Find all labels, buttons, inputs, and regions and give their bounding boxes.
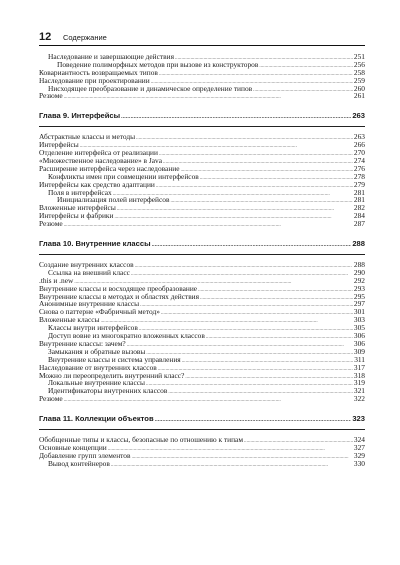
toc-entry-label: Создание внутренних классов (39, 260, 134, 270)
toc-entry-label: Поля в интерфейсах (48, 187, 112, 197)
toc-entry-page: 311 (354, 354, 365, 364)
dot-leader (64, 220, 353, 230)
chapter-heading[interactable] (39, 414, 365, 430)
toc-entry[interactable] (39, 277, 365, 285)
dot-leader (64, 92, 353, 102)
toc-entry-label: Резюме (39, 219, 63, 229)
chapter-title: Глава 9. Интерфейсы (39, 111, 121, 121)
toc-entry-page: 297 (353, 299, 365, 309)
toc-entry-label: «Множественное наследование» в Java (39, 156, 162, 166)
toc-entry-label: Резюме (39, 91, 63, 101)
toc-entry-label: Вывод контейнеров (48, 458, 110, 468)
toc-entry-label: Вложенные интерфейсы (39, 203, 116, 213)
dot-leader (111, 460, 353, 470)
toc-entry[interactable] (39, 133, 365, 141)
toc-entry-page: 287 (353, 219, 365, 229)
toc-entry-label: Ковариантность возвращаемых типов (39, 67, 158, 77)
toc-entry-page: 288 (353, 260, 365, 270)
chapter-page: 323 (352, 414, 365, 424)
toc-entry-label: Интерфейсы (39, 140, 79, 150)
dot-leader (64, 395, 353, 405)
toc-entry-page: 321 (353, 386, 365, 396)
toc-entry[interactable] (39, 141, 365, 149)
chapter-entries (39, 133, 365, 228)
chapter-title: Глава 10. Внутренние классы (39, 239, 151, 249)
dot-leader (121, 111, 351, 122)
toc-entry-page: 295 (353, 291, 365, 301)
toc-entry-page: 324 (353, 435, 365, 445)
header-rule (39, 45, 365, 46)
running-header (39, 29, 365, 49)
toc-entry-page: 266 (353, 140, 365, 150)
section-title: Содержание (63, 33, 107, 42)
toc-entry-page: 263 (353, 132, 365, 142)
toc-entry-label: Абстрактные классы и методы (39, 132, 136, 142)
chapter-entries (39, 261, 365, 403)
toc-entry-page: 305 (353, 323, 365, 333)
toc-entry-page: 282 (353, 203, 365, 213)
toc-entry[interactable] (39, 460, 365, 468)
toc-entry[interactable] (39, 212, 365, 220)
toc-entry-page: 259 (353, 75, 365, 85)
toc-entry-label: Можно ли переопределить внутренний класс? (39, 370, 185, 380)
toc-entry-page: 251 (353, 52, 365, 61)
toc-entry-label: Интерфейсы как средство адаптации (39, 179, 155, 189)
toc-entry-page: 281 (353, 195, 365, 205)
toc-entry-label: Внутренние классы: зачем? (39, 338, 126, 348)
toc-entry-page: 293 (353, 283, 365, 293)
toc-entry-label: Локальные внутренние классы (48, 378, 145, 388)
toc-entry-label: Добавление групп элементов (39, 450, 131, 460)
dot-leader (155, 414, 352, 425)
toc-entry-label: Отделение интерфейса от реализации (39, 148, 158, 158)
toc-entry-label: .this и .new (39, 275, 74, 285)
toc-entry-page: 303 (353, 315, 365, 325)
toc-entry-label: Наследование от внутренних классов (39, 362, 157, 372)
toc-entry-page: 258 (353, 67, 365, 77)
toc-entry-page: 278 (353, 171, 365, 181)
toc-entry-page: 318 (353, 370, 365, 380)
toc-entry-label: Внутренние классы и система управления (48, 354, 181, 364)
toc-entry-page: 274 (353, 156, 365, 166)
toc-entry-page: 256 (353, 59, 365, 69)
chapter-title: Глава 11. Коллекции объектов (39, 414, 154, 424)
toc-entry-label: Классы внутри интерфейсов (48, 323, 138, 333)
toc-entry-label: Нисходящее преобразование и динамическое определение типов (48, 83, 253, 93)
toc-entry-page: 309 (353, 346, 365, 356)
toc-entry-page: 319 (353, 378, 365, 388)
toc-entry-page: 270 (353, 148, 365, 158)
toc-entry[interactable] (39, 387, 365, 395)
toc-entry[interactable] (39, 395, 365, 403)
chapter-page: 288 (352, 239, 365, 249)
toc-entry-page: 281 (353, 187, 365, 197)
toc-entry-page: 292 (353, 275, 365, 285)
toc-entry-page: 276 (353, 163, 365, 173)
toc-entry-page: 306 (353, 331, 365, 341)
toc-entry-label: Инициализация полей интерфейсов (57, 195, 170, 205)
toc-entry-label: Интерфейсы и фабрики (39, 211, 114, 221)
toc-entry-label: Идентификаторы внутренних классов (48, 386, 168, 396)
toc-entry-page: 260 (353, 83, 365, 93)
toc-entry-label: Вложенные классы (39, 315, 100, 325)
toc-entry-page: 261 (353, 91, 365, 101)
chapter-entries (39, 436, 365, 468)
toc-entry-label: Замыкания и обратные вызовы (48, 346, 146, 356)
toc-entry-label: Основные концепции (39, 442, 107, 452)
toc-entry[interactable] (39, 92, 365, 100)
toc-entry-label: Поведение полиморфных методов при вызове из конструкторов (57, 59, 259, 69)
toc-entry-page: 284 (353, 211, 365, 221)
intro-entries (39, 53, 365, 100)
toc-entry-label: Наследование и завершающие действия (48, 52, 174, 61)
toc-entry-page: 329 (353, 450, 365, 460)
toc-entry-page: 330 (353, 458, 365, 468)
chapter-heading[interactable] (39, 111, 365, 127)
toc-entry-page: 327 (353, 442, 365, 452)
toc-entry[interactable] (39, 220, 365, 228)
toc-entry-label: Ссылка на внешний класс (48, 267, 130, 277)
toc-entry-page: 317 (353, 362, 365, 372)
toc-entry-label: Внутренние классы в методах и областях действия (39, 291, 200, 301)
toc-entry-label: Резюме (39, 394, 63, 404)
toc-entry[interactable] (39, 269, 365, 277)
toc-entry-label: Наследование при проектировании (39, 75, 150, 85)
toc-entry-page: 290 (353, 267, 365, 277)
chapter-page: 263 (352, 111, 365, 121)
table-of-contents (39, 53, 365, 470)
toc-entry-label: Внутренние классы и восходящее преобразование (39, 283, 198, 293)
toc-entry-label: Снова о паттерне «Фабричный метод» (39, 307, 160, 317)
toc-entry-label: Доступ вовне из многократно вложенных классов (48, 331, 205, 341)
toc-entry-page: 322 (353, 394, 365, 404)
toc-entry-page: 301 (353, 307, 365, 317)
chapter-heading[interactable] (39, 239, 365, 255)
dot-leader (152, 239, 352, 250)
toc-entry-label: Обобщенные типы и классы, безопасные по отношению к типам (39, 435, 243, 445)
toc-entry-label: Анонимные внутренние классы (39, 299, 140, 309)
toc-entry-label: Расширение интерфейса через наследование (39, 163, 180, 173)
page-number: 12 (39, 31, 52, 43)
toc-entry-label: Конфликты имен при совмещении интерфейсов (48, 171, 199, 181)
toc-entry-page: 279 (353, 179, 365, 189)
toc-entry-page: 306 (353, 338, 365, 348)
